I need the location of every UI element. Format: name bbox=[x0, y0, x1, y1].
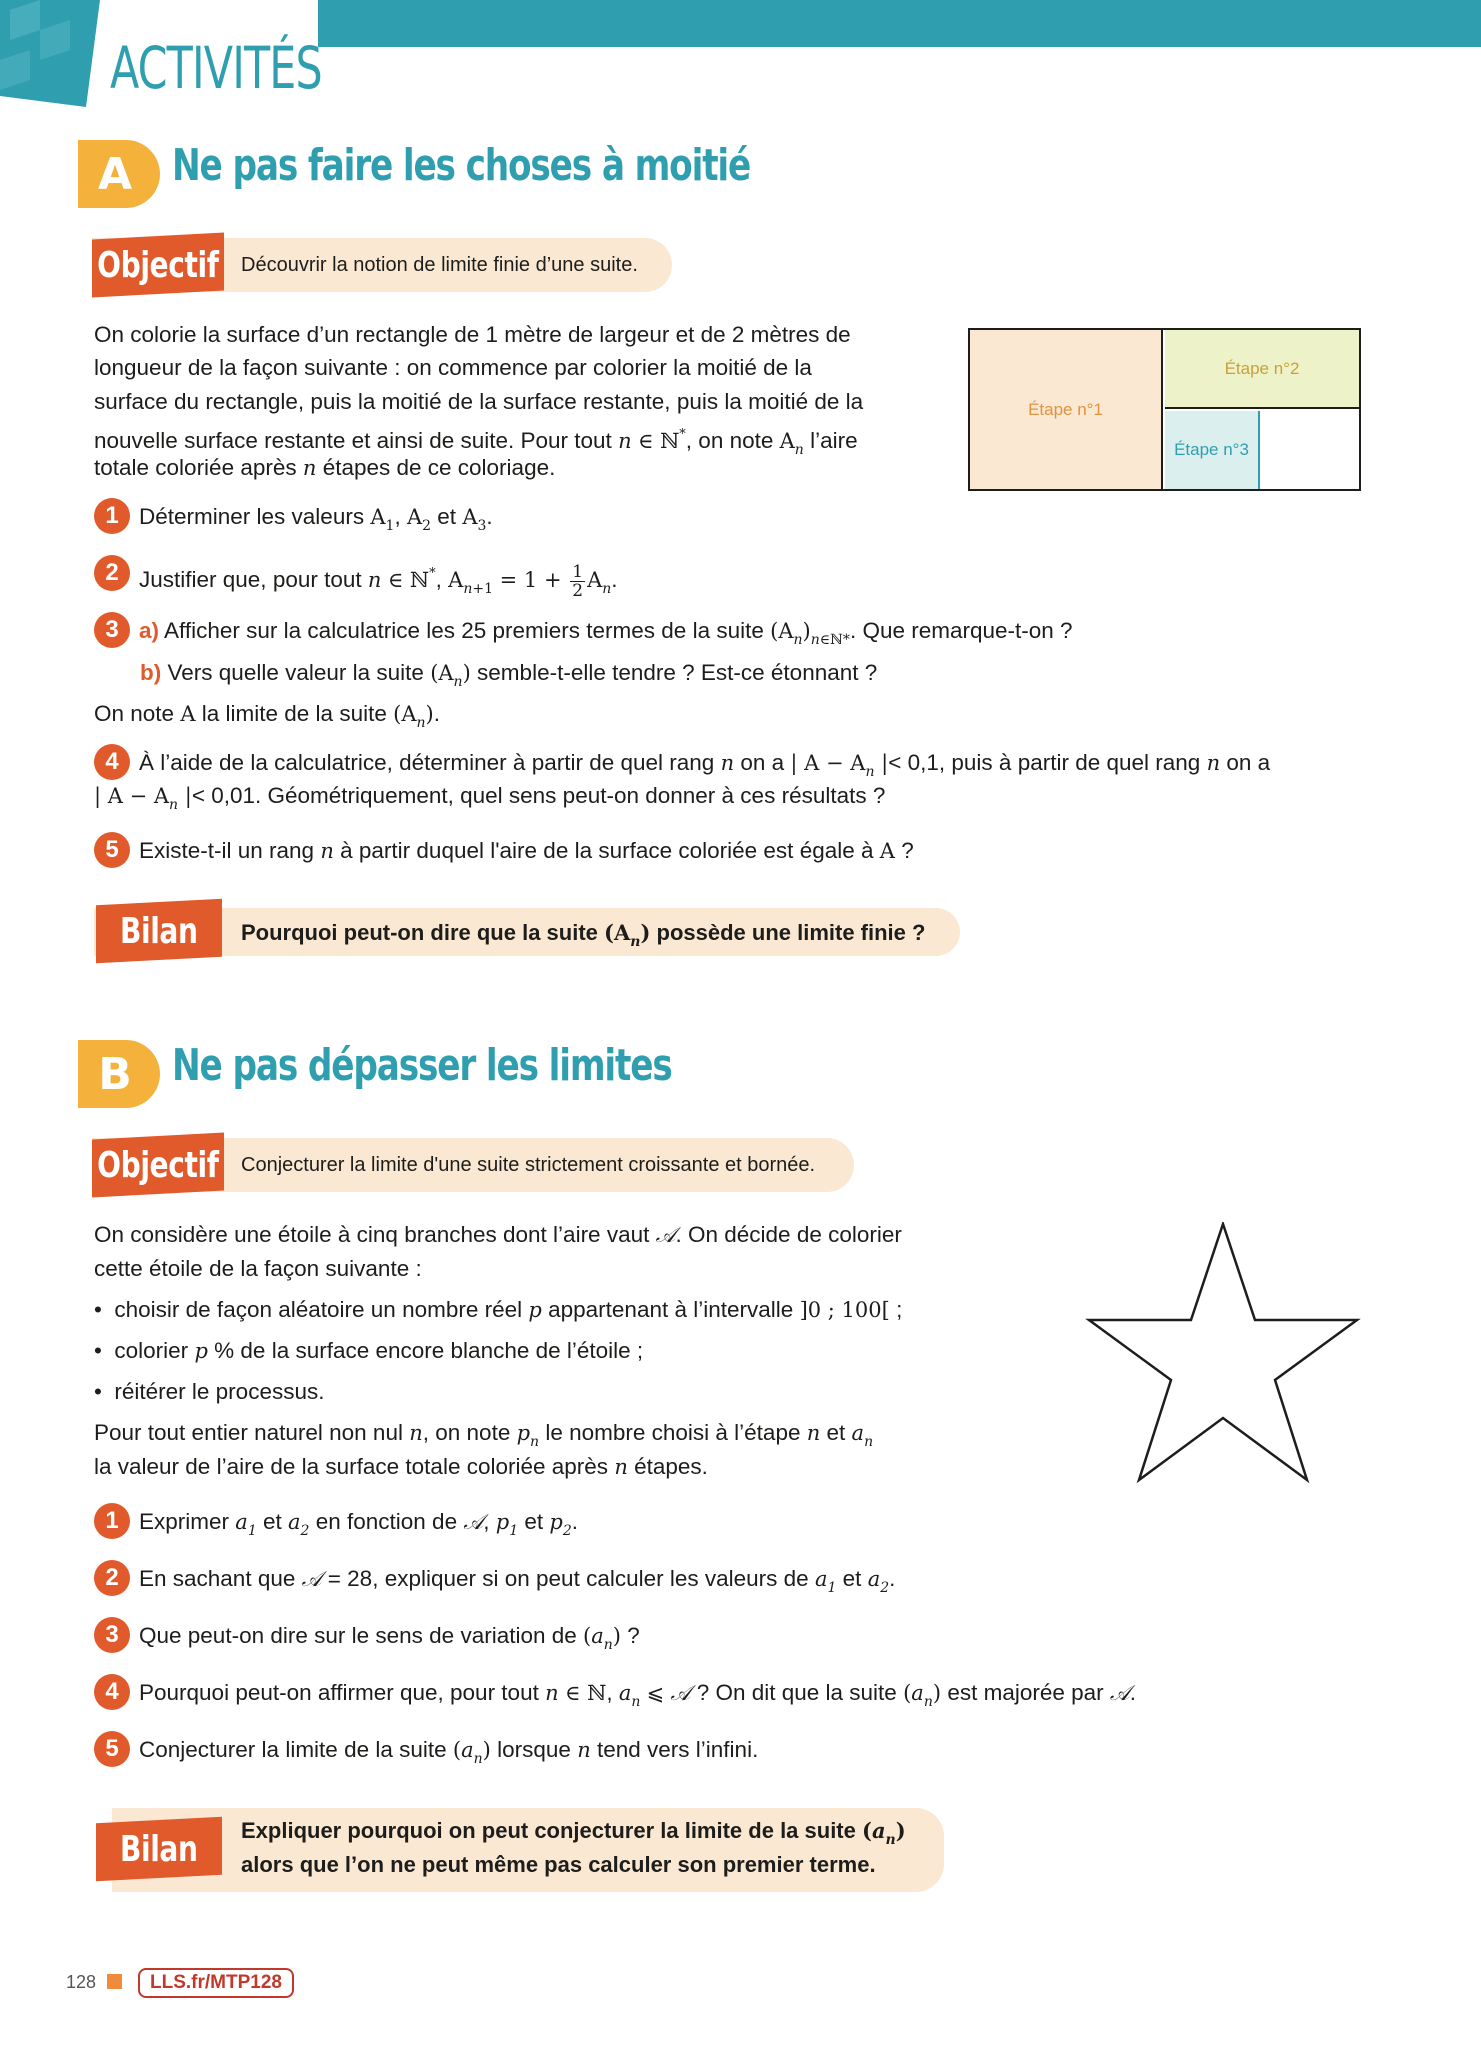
question-a2-number: 2 bbox=[94, 555, 130, 591]
bilan-b-line2: alors que l’on ne peut même pas calculer son premier terme. bbox=[241, 1852, 876, 1877]
section-a-badge: A bbox=[78, 140, 160, 208]
intro-a-line5: totale coloriée après n étapes de ce coloriage. bbox=[94, 455, 556, 480]
intro-a-line1: On colorie la surface d’un rectangle de 1 mètre de largeur et de 2 mètres de bbox=[94, 322, 851, 347]
question-a5-number: 5 bbox=[94, 832, 130, 868]
intro-b-line1: On considère une étoile à cinq branches dont l’aire vaut 𝒜. On décide de colorier bbox=[94, 1222, 902, 1247]
question-a4-number: 4 bbox=[94, 744, 130, 780]
question-a4-line2: | $A - A_n$ |< 0,01. Géométriquement, quel sens peut-on donner à ces résultats ? bbox=[94, 783, 886, 813]
bullet-3: • réitérer le processus. bbox=[94, 1379, 325, 1404]
question-b4: Pourquoi peut-on affirmer que, pour tout n ∈ ℕ, $a_n$ ⩽ 𝒜 ? On dit que la suite $(a_n)$ est majorée par 𝒜. bbox=[139, 1680, 1137, 1710]
page-title: ACTIVITÉS bbox=[110, 34, 322, 102]
question-a5: Existe-t-il un rang n à partir duquel l'aire de la surface coloriée est égale à A ? bbox=[139, 838, 914, 863]
question-b5: Conjecturer la limite de la suite $(a_n)$ lorsque n tend vers l’infini. bbox=[139, 1737, 759, 1767]
question-b1: Exprimer $a_1$ et $a_2$ en fonction de 𝒜, $p_1$ et $p_2$. bbox=[139, 1509, 579, 1539]
bullet-2: • colorier p % de la surface encore blanche de l’étoile ; bbox=[94, 1338, 644, 1363]
question-b3: Que peut-on dire sur le sens de variation de $(a_n)$ ? bbox=[139, 1623, 640, 1653]
note-a: On note A la limite de la suite $(A_n)$. bbox=[94, 701, 440, 731]
question-a2: Justifier que, pour tout n ∈ ℕ*, $A_{n+1} = 1$ + $\frac{1}{2}$ $A_n$. bbox=[139, 561, 618, 601]
page-number: 128 bbox=[66, 1972, 97, 1992]
question-a3-number: 3 bbox=[94, 612, 130, 648]
section-a-title: Ne pas faire les choses à moitié bbox=[172, 140, 751, 191]
figure-etape-1: Étape n°1 bbox=[970, 330, 1163, 489]
header-decoration bbox=[0, 0, 100, 107]
bilan-a-text: Pourquoi peut-on dire que la suite $(A_n)$ possède une limite finie ? bbox=[241, 920, 926, 950]
rectangle-figure bbox=[968, 328, 1361, 491]
figure-etape-3: Étape n°3 bbox=[1165, 411, 1260, 489]
intro-a-line4: nouvelle surface restante et ainsi de suite. Pour tout n ∈ ℕ*, on note $A_n$ l’aire bbox=[94, 427, 858, 458]
bilan-b-tag: Bilan bbox=[96, 1817, 222, 1882]
question-a3a: a) Afficher sur la calculatrice les 25 premiers termes de la suite $(A_n)_{n\in ℕ*}$. Que remarque-t-on ? bbox=[139, 618, 1073, 648]
section-b-title: Ne pas dépasser les limites bbox=[172, 1040, 672, 1091]
objectif-b-tag: Objectif bbox=[92, 1133, 224, 1198]
question-b2-number: 2 bbox=[94, 1560, 130, 1596]
intro-b-line2: cette étoile de la façon suivante : bbox=[94, 1256, 422, 1281]
star-figure bbox=[1085, 1222, 1361, 1484]
figure-etape-2: Étape n°2 bbox=[1165, 330, 1359, 409]
bullet-1: • choisir de façon aléatoire un nombre réel p appartenant à l’intervalle ]0 ; 100[ ; bbox=[94, 1297, 903, 1322]
question-a4-line1: À l’aide de la calculatrice, déterminer à partir de quel rang n on a | $A - A_n$ |< 0,1, puis à partir de quel rang n on a bbox=[139, 750, 1271, 780]
objectif-b-text: Conjecturer la limite d'une suite strictement croissante et bornée. bbox=[241, 1154, 816, 1176]
intro-a-line2: longueur de la façon suivante : on commence par colorier la moitié de la bbox=[94, 355, 812, 380]
question-a1: Déterminer les valeurs $A_1$, $A_2$ et $A_3$. bbox=[139, 504, 493, 534]
bilan-a-tag: Bilan bbox=[96, 899, 222, 964]
objectif-a-text: Découvrir la notion de limite finie d’une suite. bbox=[241, 254, 638, 276]
header-band bbox=[318, 0, 1481, 47]
bilan-b-line1: Expliquer pourquoi on peut conjecturer la limite de la suite $(a_n)$ bbox=[241, 1818, 906, 1848]
question-b3-number: 3 bbox=[94, 1617, 130, 1653]
intro-b-line4: la valeur de l’aire de la surface totale coloriée après n étapes. bbox=[94, 1454, 708, 1479]
question-b2: En sachant que 𝒜 = 28, expliquer si on peut calculer les valeurs de $a_1$ et $a_2$. bbox=[139, 1566, 896, 1596]
question-b4-number: 4 bbox=[94, 1674, 130, 1710]
question-a1-number: 1 bbox=[94, 498, 130, 534]
question-b5-number: 5 bbox=[94, 1731, 130, 1767]
question-b1-number: 1 bbox=[94, 1503, 130, 1539]
lls-link[interactable]: LLS.fr/MTP128 bbox=[138, 1968, 294, 1998]
intro-b-line3: Pour tout entier naturel non nul n, on note $p_n$ le nombre choisi à l’étape n et $a_n$ bbox=[94, 1420, 874, 1450]
question-a3b: b) Vers quelle valeur la suite $(A_n)$ semble-t-elle tendre ? Est-ce étonnant ? bbox=[140, 660, 878, 690]
page-marker bbox=[107, 1974, 122, 1989]
intro-a-line3: surface du rectangle, puis la moitié de la surface restante, puis la moitié de la bbox=[94, 389, 864, 414]
objectif-a-tag: Objectif bbox=[92, 233, 224, 298]
section-b-badge: B bbox=[78, 1040, 160, 1108]
